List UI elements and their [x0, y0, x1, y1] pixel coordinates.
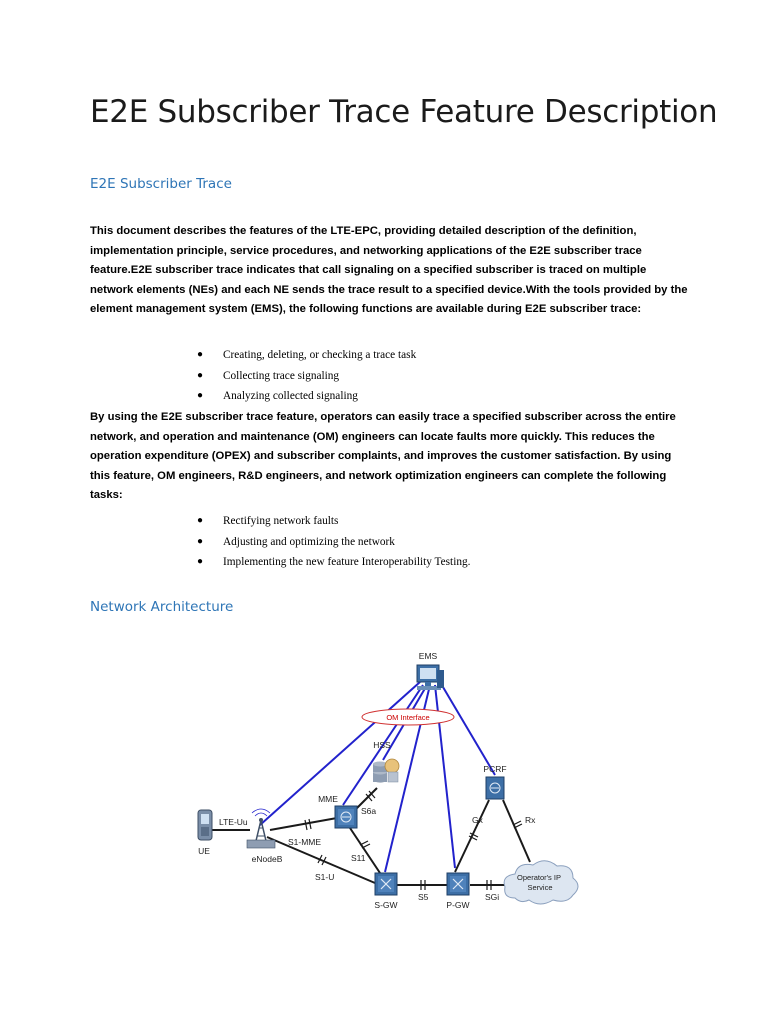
interface-label-rx: Rx: [525, 815, 536, 825]
svg-text:OM Interface: OM Interface: [386, 713, 430, 722]
bullet-icon: ●: [197, 535, 204, 547]
task-list: [197, 511, 470, 573]
link-rx: [503, 800, 530, 862]
hss-database-icon: [373, 759, 399, 783]
link-s1-mme: [270, 818, 337, 830]
interface-label-s1-u: S1-U: [315, 872, 335, 882]
ems-label: EMS: [418, 651, 438, 661]
mme-device-icon: [335, 806, 357, 828]
ip-service-label-line1: Operator's IP: [517, 873, 561, 882]
list-item: ● Rectifying network faults: [197, 511, 470, 532]
ems-computer-icon: [417, 665, 444, 690]
interface-label-sgi: SGi: [485, 892, 500, 902]
list-item: ● Collecting trace signaling: [197, 366, 416, 387]
section-heading-network-architecture: Network Architecture: [90, 599, 234, 615]
network-architecture-diagram: [185, 640, 585, 910]
interface-label-s6a: S6a: [361, 806, 377, 816]
list-item: ● Implementing the new feature Interoperability Testing.: [197, 552, 470, 573]
sgw-label: S-GW: [374, 900, 398, 910]
link-gx: [455, 800, 489, 872]
ue-label: UE: [198, 846, 210, 856]
pgw-device-icon: [447, 873, 469, 895]
page-title: E2E Subscriber Trace Feature Description: [90, 94, 718, 130]
pgw-label: P-GW: [446, 900, 470, 910]
list-item: ● Adjusting and optimizing the network: [197, 532, 470, 553]
ue-phone-icon: [198, 810, 212, 840]
section-heading-subscriber-trace: E2E Subscriber Trace: [90, 176, 232, 192]
interface-label-s5: S5: [418, 892, 429, 902]
interface-label-s11: S11: [351, 853, 366, 863]
interface-label-s1-mme: S1-MME: [288, 837, 322, 847]
interface-label-lte-uu: LTE-Uu: [219, 817, 248, 827]
hss-label: HSS: [373, 740, 391, 750]
list-item: ● Creating, deleting, or checking a trace task: [197, 345, 416, 366]
enodeb-label: eNodeB: [251, 854, 283, 864]
pcrf-device-icon: [486, 777, 504, 799]
function-list: [197, 345, 416, 407]
mme-label: MME: [318, 794, 338, 804]
bullet-icon: ●: [197, 349, 204, 360]
om-link-pcrf: [440, 682, 495, 775]
list-item: ● Analyzing collected signaling: [197, 386, 416, 407]
bullet-icon: ●: [197, 556, 204, 567]
interface-label-gx: Gx: [472, 815, 483, 825]
sgw-device-icon: [375, 873, 397, 895]
intro-paragraph: This document describes the features of the LTE-EPC, providing detailed description of the definition, implementation principle, service procedures, and networking applications of the E2E subscriber trace feature.E2E subscriber trace indicates that call signaling on a specified subscriber is traced on multiple network elements (NEs) and each NE sends the trace result to a specified device.With the tools provided by the element management system (EMS), the following functions are available during E2E subscriber trace:: [90, 225, 688, 316]
ip-service-label-line2: Service: [527, 883, 553, 892]
bullet-icon: ●: [197, 369, 204, 381]
om-interface: [362, 709, 454, 725]
link-s11: [348, 825, 382, 876]
om-link-enodeb: [260, 682, 420, 825]
bullet-icon: ●: [197, 515, 204, 526]
pcrf-label: PCRF: [483, 764, 507, 774]
bullet-icon: ●: [197, 390, 204, 401]
benefits-paragraph: By using the E2E subscriber trace feature, operators can easily trace a specified subscriber across the entire network, and operation and maintenance (OM) engineers can locate faults more quickly. This reduces the operation expenditure (OPEX) and subscriber complaints, and improves the customer satisfaction. By using this feature, OM engineers, R&D engineers, and network optimization engineers can complete the following tasks:: [90, 411, 676, 502]
